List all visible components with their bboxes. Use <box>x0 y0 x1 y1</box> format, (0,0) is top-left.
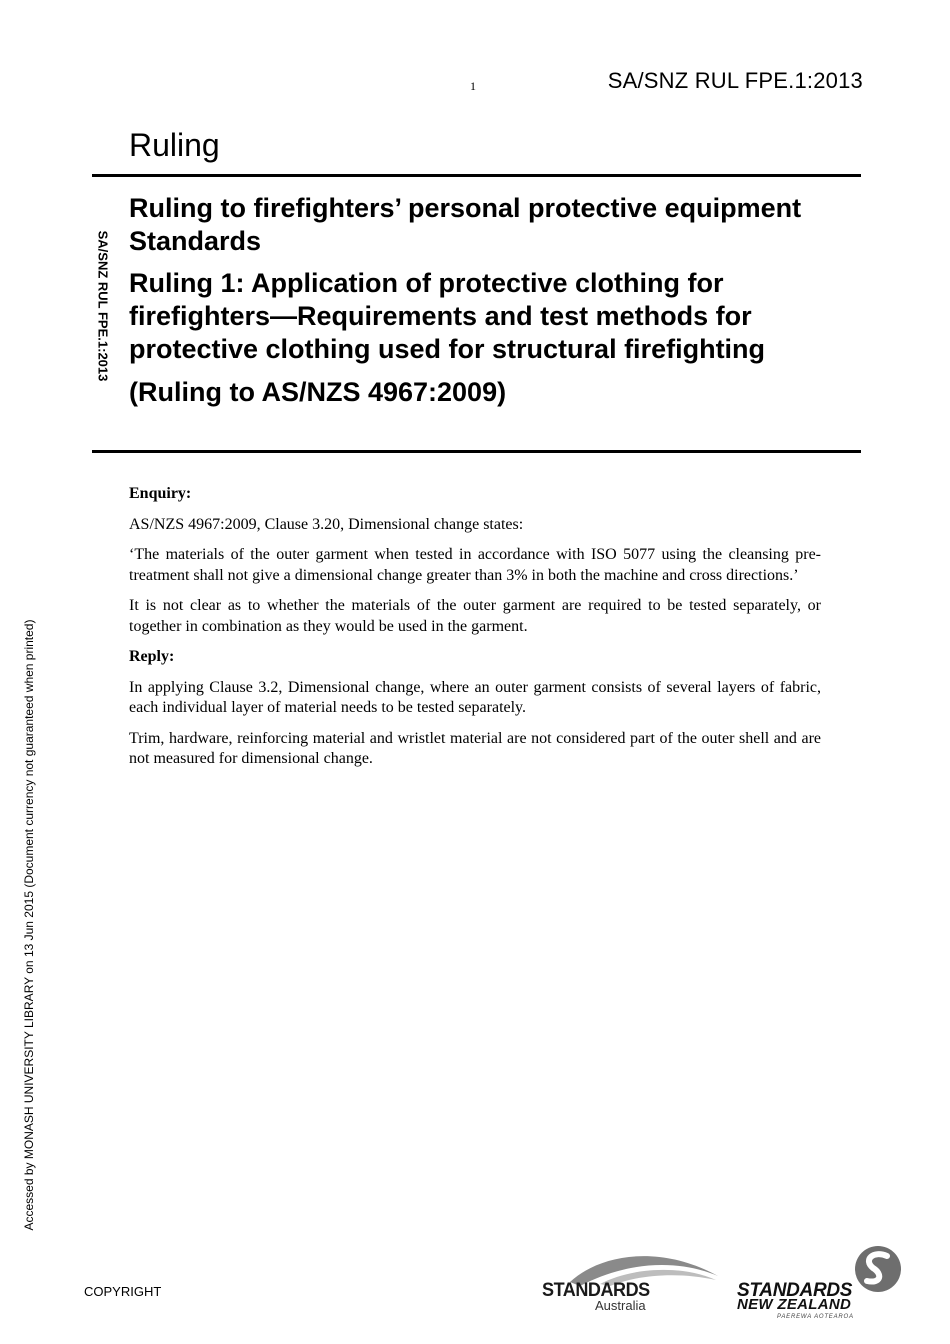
main-title: Ruling to firefighters’ personal protective equipment Standards <box>129 193 802 256</box>
logo-wordmark-country: NEW ZEALAND <box>737 1296 852 1313</box>
reply-paragraph: In applying Clause 3.2, Dimensional change, where an outer garment consists of several layers of fabric, each individual layer of material needs to be tested separately. <box>129 678 821 716</box>
standards-australia-logo <box>540 1246 720 1318</box>
side-document-code: SA/SNZ RUL FPE.1:2013 <box>95 230 111 382</box>
enquiry-label: Enquiry: <box>129 485 192 502</box>
standards-new-zealand-logo <box>735 1244 905 1324</box>
ruling-body <box>129 484 821 780</box>
access-watermark: Accessed by MONASH UNIVERSITY LIBRARY on 13 Jun 2015 (Document currency not guaranteed when printed) <box>22 619 36 1231</box>
copyright-label: COPYRIGHT <box>84 1284 162 1299</box>
title-block <box>129 192 849 409</box>
ruling-reference: (Ruling to AS/NZS 4967:2009) <box>129 377 507 407</box>
standards-nz-emblem-icon <box>853 1244 903 1294</box>
document-type-heading: Ruling <box>129 127 220 163</box>
ruling-title: Ruling 1: Application of protective clothing for firefighters—Requirements and test methods for protective clothing used for structural firefighting <box>129 268 766 364</box>
top-rule <box>92 174 861 177</box>
enquiry-quote: ‘The materials of the outer garment when tested in accordance with ISO 5077 using the cleansing pre-treatment shall not give a dimensional change greater than 3% in both the machine and cross directions.’ <box>129 546 821 584</box>
enquiry-question: It is not clear as to whether the materials of the outer garment are required to be tested separately, or together in combination as they would be used in the garment. <box>129 597 821 635</box>
page-number: 1 <box>470 79 476 93</box>
document-code: SA/SNZ RUL FPE.1:2013 <box>607 68 863 93</box>
reply-paragraph: Trim, hardware, reinforcing material and wristlet material are not considered part of the outer shell and are not measured for dimensional change. <box>129 729 821 767</box>
enquiry-intro: AS/NZS 4967:2009, Clause 3.20, Dimensional change states: <box>129 515 524 533</box>
bottom-rule <box>92 450 861 453</box>
logo-maori-name: PAEREWA AOTEAROA <box>777 1314 854 1320</box>
logo-wordmark: STANDARDS <box>542 1280 650 1301</box>
logo-subtitle: Australia <box>595 1298 646 1313</box>
reply-label: Reply: <box>129 648 175 665</box>
logo-wordmark: STANDARDS <box>737 1280 853 1301</box>
